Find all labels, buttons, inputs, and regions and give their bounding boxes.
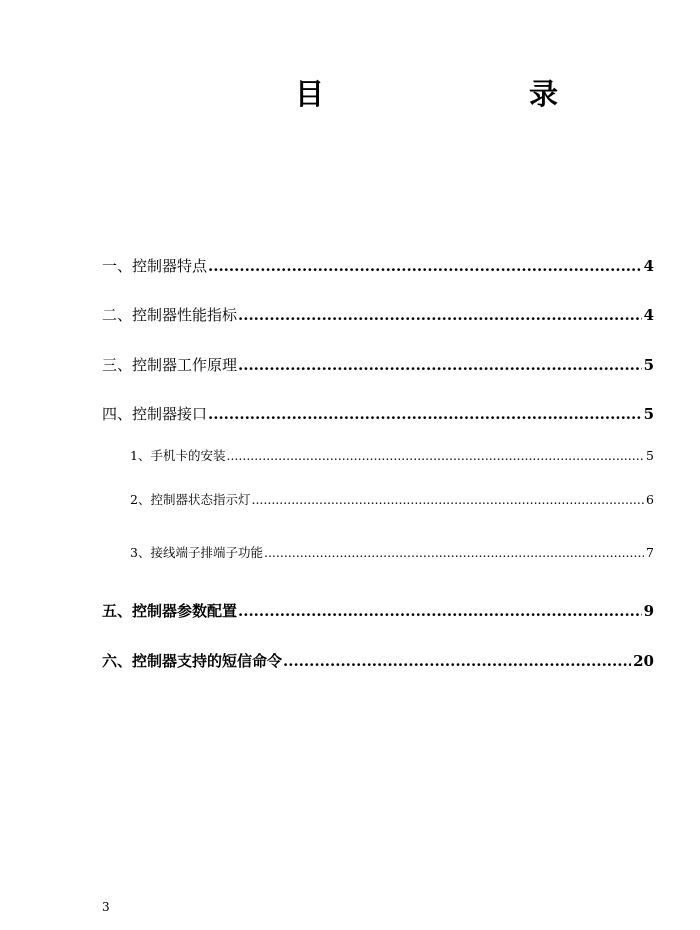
- toc-entry-page: 5: [643, 356, 654, 374]
- toc-entry[interactable]: [102, 354, 654, 375]
- toc-subentry-page: 5: [646, 448, 654, 463]
- toc-leader-dots: [208, 257, 642, 275]
- toc-entry-text: 六、控制器支持的短信命令: [102, 652, 283, 670]
- toc-title-char-1: 目: [295, 77, 325, 111]
- toc-subentry-page: 7: [646, 545, 654, 560]
- toc-subentry[interactable]: [130, 446, 654, 464]
- toc-subentry[interactable]: [130, 490, 654, 508]
- toc-subentry[interactable]: [130, 543, 654, 561]
- toc-entry-text: 一、控制器特点: [102, 257, 208, 275]
- toc-leader-dots: [251, 492, 644, 507]
- toc-subentry-text: 2、控制器状态指示灯: [130, 492, 251, 507]
- toc-entry-text: 二、控制器性能指标: [102, 306, 238, 324]
- toc-entry[interactable]: [102, 304, 654, 325]
- toc-entry[interactable]: [102, 403, 654, 424]
- toc-entry[interactable]: [102, 255, 654, 276]
- toc-subentry-text: 3、接线端子排端子功能: [130, 545, 263, 560]
- toc-entry-page: 9: [643, 602, 654, 620]
- toc-leader-dots: [283, 652, 631, 670]
- toc-leader-dots: [238, 306, 642, 324]
- toc-entry-page: 4: [643, 306, 654, 324]
- toc-entry-text: 四、控制器接口: [102, 405, 208, 423]
- toc-leader-dots: [238, 356, 642, 374]
- toc-leader-dots: [226, 448, 644, 463]
- toc-leader-dots: [208, 405, 642, 423]
- toc-leader-dots: [264, 545, 644, 560]
- toc-entry-text: 五、控制器参数配置: [102, 602, 238, 620]
- page-number: 3: [102, 900, 110, 914]
- toc-subentry-text: 1、手机卡的安装: [130, 448, 226, 463]
- toc-title-char-2: 录: [529, 77, 559, 111]
- toc-entry-page: 5: [643, 405, 654, 423]
- toc-entry-page: 4: [643, 257, 654, 275]
- toc-entry-page: 20: [633, 652, 654, 670]
- toc-entry[interactable]: [102, 600, 654, 621]
- toc-leader-dots: [238, 602, 642, 620]
- toc-subentry-page: 6: [646, 492, 654, 507]
- toc-entry-text: 三、控制器工作原理: [102, 356, 238, 374]
- toc-entry[interactable]: [102, 650, 654, 671]
